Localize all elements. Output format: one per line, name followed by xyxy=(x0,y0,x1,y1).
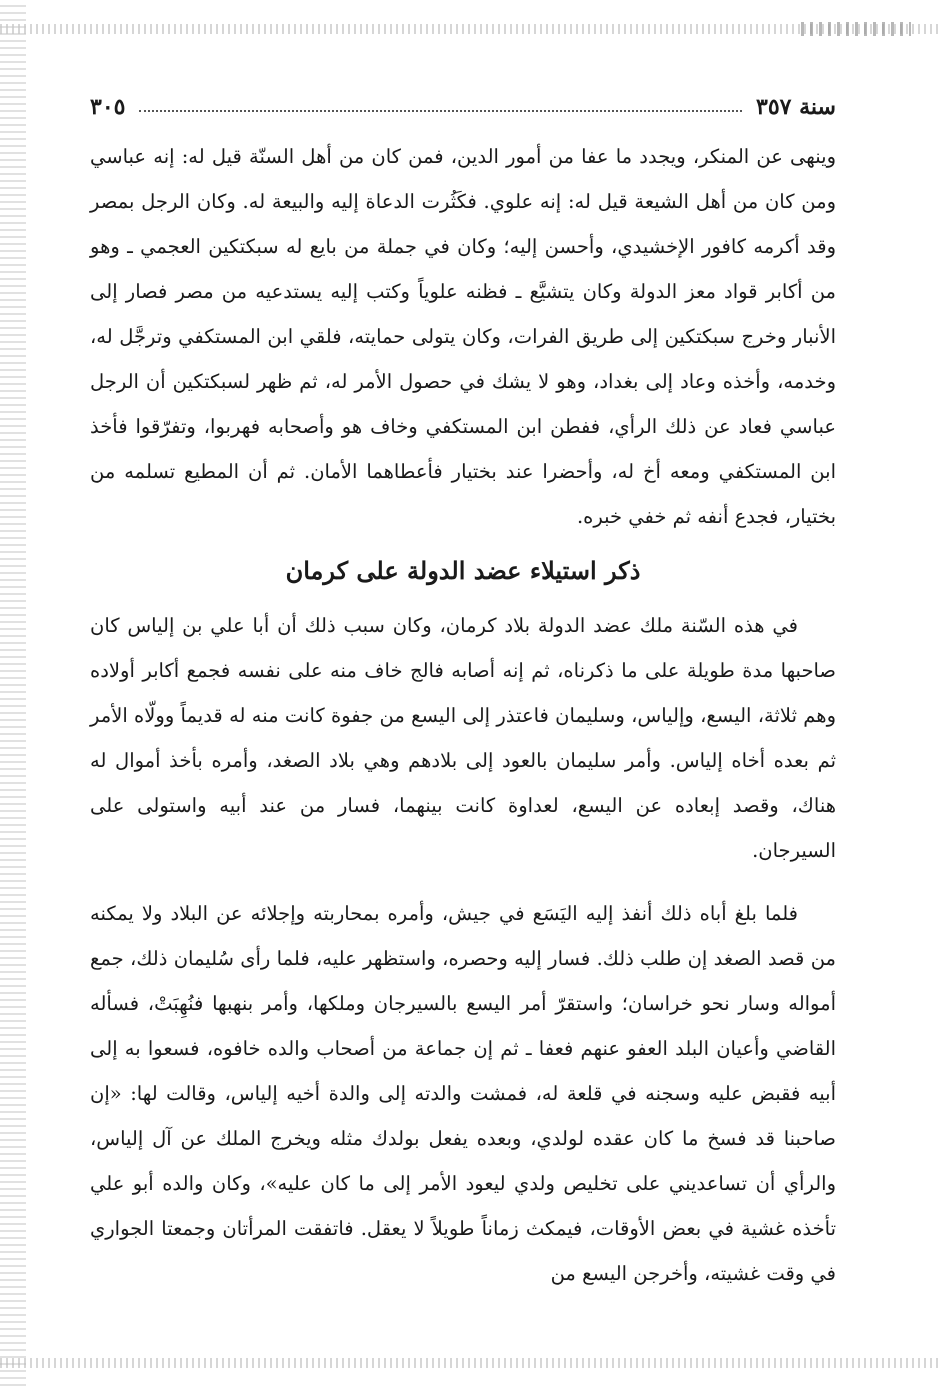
page-body xyxy=(90,134,836,1296)
decorative-border-bottom xyxy=(0,1358,941,1368)
paragraph-1: في هذه السّنة ملك عضد الدولة بلاد كرمان، وكان سبب ذلك أن أبا علي بن إلياس كان صاحبها مدة طويلة على ما ذكرناه، ثم إنه أصابه فالج خاف منه على نفسه فجمع أكابر أولاده وهم ثلاثة، اليسع، وإلياس، وسليمان فاعتذر إلى اليسع من جفوة كانت منه له قديماً وولّاه الأمر ثم بعده أخاه إلياس. وأمر سليمان بالعود إلى بلادهم وهي بلاد الصغد، وأمره بأخذ أموال له هناك، وقصد إبعاده عن اليسع، لعداوة كانت بينهما، فسار من عند أبيه واستولى على السيرجان. xyxy=(90,614,836,862)
decorative-border-left xyxy=(0,0,26,1386)
book-page xyxy=(90,80,836,1296)
paragraph-continued: وينهى عن المنكر، ويجدد ما عفا من أمور الدين، فمن كان من أهل السنّة قيل له: إنه عباسي ومن كان من أهل الشيعة قيل له: إنه علوي. فكَثُرت الدعاة إليه والبيعة له. وكان الرجل بمصر وقد أكرمه كافور الإخشيدي، وأحسن إليه؛ وكان في جملة من بايع له سبكتكين العجمي ـ وهو من أكابر قواد معز الدولة وكان يتشيَّع ـ فظنه علوياً وكتب إليه يستدعيه من مصر فصار إلى الأنبار وخرج سبكتكين إلى طريق الفرات، وكان يتولى حمايته، فلقي ابن المستكفي وترجَّل له، وخدمه، وأخذه وعاد إلى بغداد، وهو لا يشك في حصول الأمر له، ثم ظهر لسبكتكين أن الرجل عباسي فعاد عن ذلك الرأي، ففطن ابن المستكفي وخاف هو وأصحابه فهربوا، وتفرّقوا فأخذ ابن المستكفي ومعه أخ له، وأحضرا عند بختيار فأعطاهما الأمان. ثم أن المطيع تسلمه من بختيار، فجدع أنفه ثم خفي خبره. xyxy=(90,145,836,528)
running-header xyxy=(90,80,836,120)
paragraph-spacer xyxy=(90,873,836,891)
decorative-corner-ornament xyxy=(801,22,911,36)
decorative-border-top xyxy=(0,24,941,34)
year-label: سنة ٣٥٧ xyxy=(756,94,836,120)
header-dotted-leader xyxy=(139,110,742,112)
paragraph-2: فلما بلغ أباه ذلك أنفذ إليه اليَسَع في جيش، وأمره بمحاربته وإجلائه عن البلاد ولا يمكنه من قصد الصغد إن طلب ذلك. فسار إليه وحصره، واستظهر عليه، فلما رأى سُليمان ذلك، جمع أمواله وسار نحو خراسان؛ واستقرّ أمر اليسع بالسيرجان وملكها، وأمر بنهبها فنُهِبَتْ، فسأله القاضي وأعيان البلد العفو عنهم فعفا ـ ثم إن جماعة من أصحاب والده خافوه، فسعوا به إلى أبيه فقبض عليه وسجنه في قلعة له، فمشت والدته إلى والدة أخيه إلياس، وقالت لها: «إن صاحبنا قد فسخ ما كان عقده لولدي، وبعده يفعل بولدك مثله ويخرج الملك عن آل إلياس، والرأي أن تساعديني على تخليص ولدي ليعود الأمر إلى ما كان عليه»، وكان والده أبو علي تأخذه غشية في بعض الأوقات، فيمكث زماناً طويلاً لا يعقل. فاتفقت المرأتان وجمعتا الجواري في وقت غشيته، وأخرجن اليسع من xyxy=(90,902,836,1285)
page-number: ٣٠٥ xyxy=(90,94,126,120)
section-heading: ذكر استيلاء عضد الدولة على كرمان xyxy=(285,556,641,585)
